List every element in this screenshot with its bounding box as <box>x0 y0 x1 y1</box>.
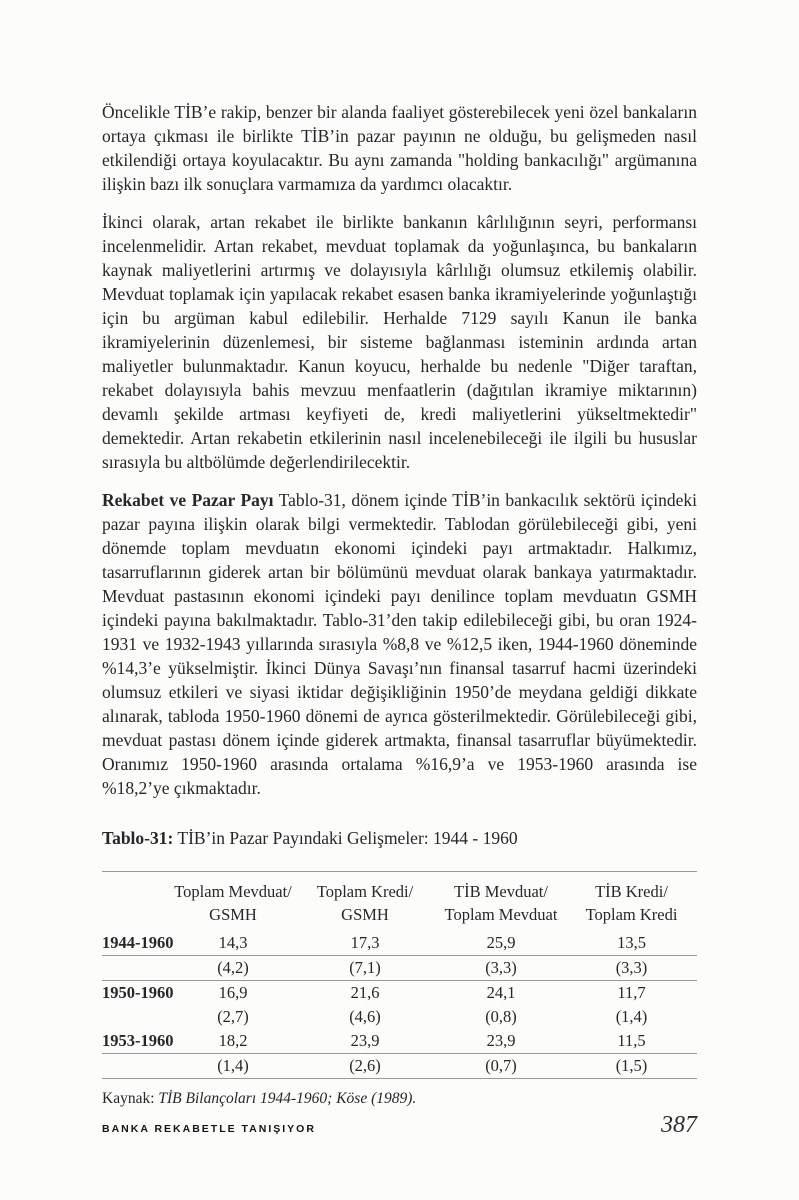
body-paragraph-2 <box>102 210 697 474</box>
table-row <box>102 1054 697 1079</box>
sub-value-cell: (3,3) <box>566 956 697 981</box>
table-caption <box>102 826 697 850</box>
value-cell: 18,2 <box>172 1029 294 1054</box>
section-run-in-heading: Rekabet ve Pazar Payı <box>102 490 274 510</box>
text-block <box>102 100 697 1125</box>
body-paragraph-3 <box>102 488 697 800</box>
sub-value-cell: (4,6) <box>349 1007 381 1026</box>
sub-value-cell: (3,3) <box>436 956 566 981</box>
table-caption-label: Tablo-31: <box>102 828 174 848</box>
page-footer <box>102 1112 697 1139</box>
sub-value-cell: (2,7) <box>217 1007 249 1026</box>
row-label <box>102 1005 172 1029</box>
table-source-text: TİB Bilançoları 1944-1960; Köse (1989). <box>158 1090 417 1107</box>
row-label: 1944-1960 <box>102 931 172 956</box>
row-label <box>102 1054 172 1079</box>
value-cell: 11,7 <box>617 983 646 1002</box>
value-cell: 17,3 <box>294 931 436 956</box>
market-share-table <box>102 871 697 1079</box>
column-header-line1: Toplam Mevduat/ <box>174 882 292 901</box>
value-cell: 24,1 <box>486 983 516 1002</box>
value-cell: 23,9 <box>436 1029 566 1054</box>
table-header-row <box>102 872 697 932</box>
table-row <box>102 1029 697 1054</box>
table-source-label: Kaynak: <box>102 1090 155 1107</box>
column-header-toplam-kredi-gsmh <box>294 872 436 932</box>
column-header-line2: Toplam Mevduat <box>444 905 558 924</box>
column-header-tib-mevduat <box>436 872 566 932</box>
sub-value-cell: (7,1) <box>294 956 436 981</box>
paragraph-text: Öncelikle TİB’e rakip, benzer bir alanda faaliyet gösterebilecek yeni özel bankaların ortaya çıkması ile birlikte TİB’in pazar payının ne olduğu, bu gelişmeden nasıl etkilendiği ortaya koyulacaktır. Bu aynı zamanda "holding bankacılığı" argümanına ilişkin bazı ilk sonuçlara varmamıza da yardımcı olacaktır. <box>102 102 697 194</box>
value-cell: 14,3 <box>172 931 294 956</box>
table-row <box>102 931 697 956</box>
sub-value-cell: (2,6) <box>294 1054 436 1079</box>
page-number: 387 <box>661 1112 697 1138</box>
running-footer-title: BANKA REKABETLE TANIŞIYOR <box>102 1123 316 1135</box>
sub-value-cell: (4,2) <box>172 956 294 981</box>
column-header-line1: Toplam Kredi/ <box>316 882 414 901</box>
value-cell: 21,6 <box>350 983 380 1002</box>
row-label: 1953-1960 <box>102 1029 172 1054</box>
value-cell: 13,5 <box>566 931 697 956</box>
column-header-line2: GSMH <box>209 905 257 924</box>
sub-value-cell: (0,7) <box>436 1054 566 1079</box>
column-header-line1: TİB Kredi/ <box>595 882 668 901</box>
column-header-toplam-mevduat-gsmh <box>172 872 294 932</box>
sub-value-cell: (1,4) <box>615 1007 648 1026</box>
value-cell: 11,5 <box>566 1029 697 1054</box>
row-label: 1950-1960 <box>102 983 174 1002</box>
column-header-line2: GSMH <box>341 905 389 924</box>
table-row <box>102 956 697 981</box>
value-cell: 16,9 <box>218 983 248 1002</box>
paragraph-text: Tablo-31, dönem içinde TİB’in bankacılık sektörü içindeki pazar payına ilişkin olarak bilgi vermektedir. Tablodan görülebileceği gibi, yeni dönemde toplam mevduatın ekonomi içindeki payı artmaktadır. Halkımız, tasarruflarının giderek artan bir bölümünü mevduat olarak bankaya yatırmaktadır. Mevduat pastasının ekonomi içindeki payı denilince toplam mevduatın GSMH içindeki payına bakılmaktadır. Tablo-31’den takip edilebileceği gibi, bu oran 1924-1931 ve 1932-1943 yıllarında sırasıyla %8,8 ve %12,5 iken, 1944-1960 döneminde %14,3’e yükselmiştir. İkinci Dünya Savaşı’nın finansal tasarruf hacmi üzerindeki olumsuz etkileri ve siyasi iktidar değişikliğinin 1950’de meydana geldiği dikkate alınarak, tabloda 1950-1960 dönemi de ayrıca gösterilmektedir. Görülebileceği gibi, mevduat pastası dönem içinde giderek artmakta, finansal tasarruflar büyümektedir. Oranımız 1950-1960 arasında ortalama %16,9’a ve 1953-1960 arasında ise %18,2’ye çıkmaktadır. <box>102 490 697 798</box>
body-paragraph-1 <box>102 100 697 196</box>
sub-value-cell: (1,5) <box>566 1054 697 1079</box>
table-corner-cell <box>102 872 172 932</box>
sub-value-cell: (1,4) <box>172 1054 294 1079</box>
value-cell: 25,9 <box>436 931 566 956</box>
column-header-line2: Toplam Kredi <box>585 905 678 924</box>
paragraph-text: İkinci olarak, artan rekabet ile birlikte bankanın kârlılığının seyri, performansı incelenmelidir. Artan rekabet, mevduat toplamak da yoğunlaşınca, bu bankaların kaynak maliyetlerini artırmış ve dolayısıyla kârlılığı olumsuz etkilemiş olabilir. Mevduat toplamak için yapılacak rekabet esasen banka ikramiyelerinde yoğunlaştığı için bu argüman kabul edilebilir. Herhalde 7129 sayılı Kanun ile banka ikramiyelerinin düzenlemesi, bir sisteme bağlanması isteminin ardında artan maliyetler bulunmaktadır. Kanun koyucu, herhalde bu nedenle "Diğer taraftan, rekabet dolayısıyla bahis mevzuu menfaatlerin (dağıtılan ikramiye miktarının) devamlı şekilde artması keyfiyeti de, kredi maliyetlerini yükseltmektedir" demektedir. Artan rekabetin etkilerinin nasıl incelenebileceği ile ilgili bu hususlar sırasıyla bu altbölümde değerlendirilecektir. <box>102 212 697 472</box>
table-row <box>102 1005 697 1029</box>
column-header-tib-kredi <box>566 872 697 932</box>
row-label <box>102 956 172 981</box>
table-source <box>102 1089 697 1109</box>
column-header-line1: TİB Mevduat/ <box>454 882 548 901</box>
table-caption-text: TİB’in Pazar Payındaki Gelişmeler: 1944 - 1960 <box>177 828 518 848</box>
value-cell: 23,9 <box>294 1029 436 1054</box>
table-row <box>102 981 697 1006</box>
sub-value-cell: (0,8) <box>485 1007 517 1026</box>
